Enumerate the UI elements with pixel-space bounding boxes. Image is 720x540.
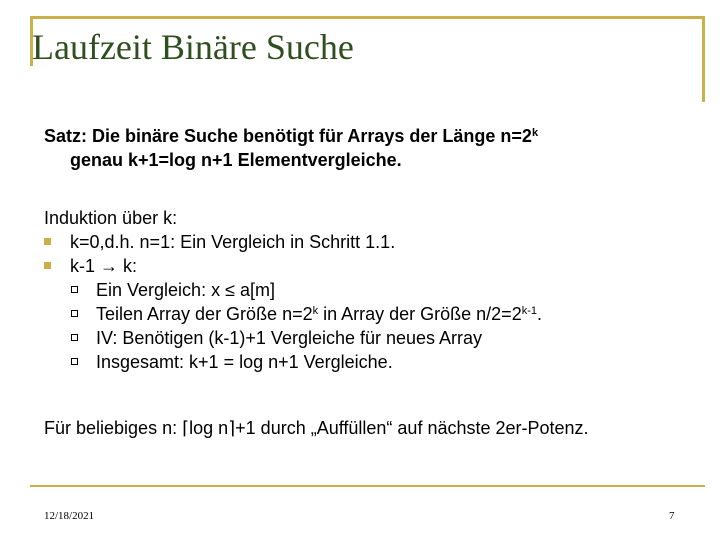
footer-separator-line bbox=[30, 485, 705, 487]
page-number: 7 bbox=[669, 510, 675, 522]
sub-list-item-text: Insgesamt: k+1 = log n+1 Vergleiche. bbox=[96, 352, 393, 372]
theorem-line-1-text: Satz: Die binäre Suche benötigt für Arrays der Länge n=2 bbox=[44, 126, 532, 146]
induction-section bbox=[44, 206, 704, 374]
list-item bbox=[44, 254, 704, 278]
sub-list-item bbox=[44, 278, 704, 302]
sub-list-item-text: IV: Benötigen (k-1)+1 Vergleiche für neues Array bbox=[96, 328, 483, 348]
sub-list-item bbox=[44, 350, 704, 374]
hollow-square-bullet-icon bbox=[71, 286, 78, 293]
sub-list-item bbox=[44, 302, 704, 326]
theorem-exponent: k bbox=[531, 127, 539, 139]
exponent-k-minus-1: k-1 bbox=[521, 305, 537, 317]
sub-list-item-text: Teilen Array der Größe n=2 bbox=[96, 304, 313, 324]
footer-date: 12/18/2021 bbox=[44, 510, 95, 522]
theorem-statement bbox=[44, 124, 704, 172]
sub-list-item-text-mid: in Array der Größe n/2=2 bbox=[318, 304, 522, 324]
top-border-line bbox=[30, 16, 705, 19]
sub-list-item-text: Ein Vergleich: x ≤ a[m] bbox=[96, 280, 275, 300]
slide-body bbox=[44, 124, 704, 374]
right-border-line bbox=[702, 16, 705, 102]
list-item bbox=[44, 230, 704, 254]
sub-list-item bbox=[44, 326, 704, 350]
induction-heading: Induktion über k: bbox=[44, 208, 178, 228]
hollow-square-bullet-icon bbox=[71, 358, 78, 365]
list-item-text: k-1 → k: bbox=[70, 256, 138, 276]
slide-title: Laufzeit Binäre Suche bbox=[32, 27, 354, 67]
exponent-k: k bbox=[312, 305, 319, 317]
hollow-square-bullet-icon bbox=[71, 310, 78, 317]
conclusion-text: Für beliebiges n: ⌈log n⌉+1 durch „Auffüllen“ auf nächste 2er-Potenz. bbox=[44, 418, 589, 438]
bullet-square-icon bbox=[44, 238, 51, 245]
hollow-square-bullet-icon bbox=[71, 334, 78, 341]
bullet-square-icon bbox=[44, 262, 51, 269]
sub-list-item-text-end: . bbox=[537, 304, 543, 324]
list-item-text: k=0,d.h. n=1: Ein Vergleich in Schritt 1.1. bbox=[70, 232, 396, 252]
theorem-line-2: genau k+1=log n+1 Elementvergleiche. bbox=[70, 150, 402, 170]
theorem-line-1 bbox=[44, 124, 704, 148]
